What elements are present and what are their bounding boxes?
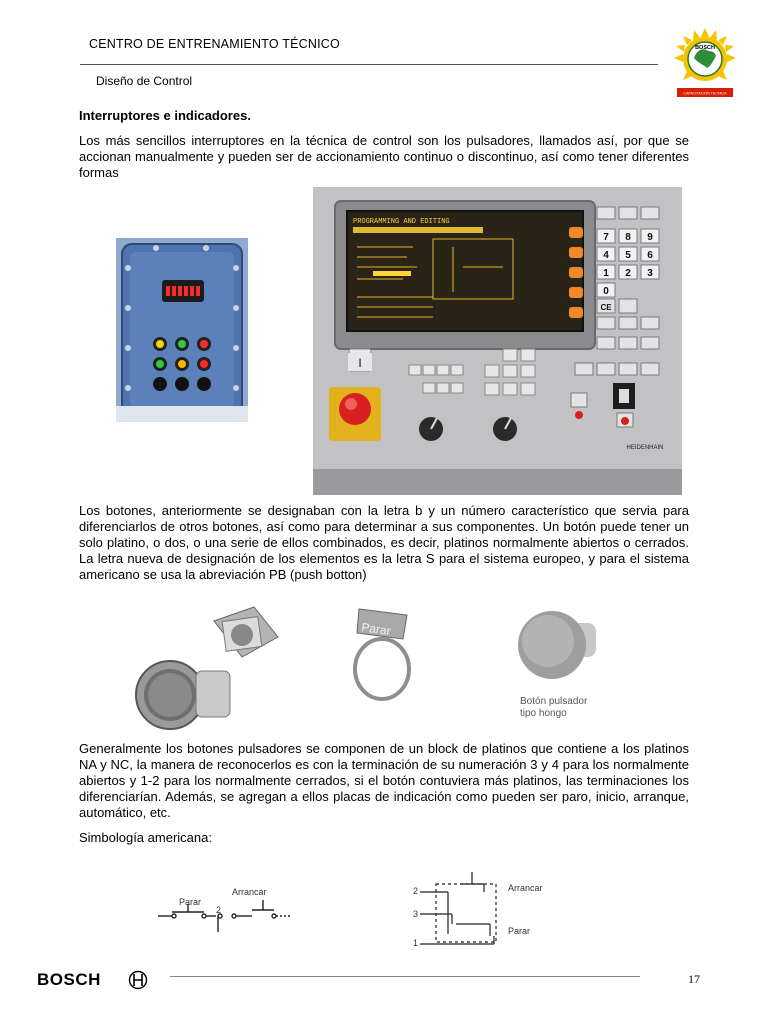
- key-7: 7: [603, 232, 609, 243]
- key-9: 9: [647, 232, 653, 243]
- footer-brand: BOSCH: [37, 970, 101, 989]
- key-4: 4: [603, 250, 609, 261]
- paragraph-designation: Los botones, anteriormente se designaban con la letra b y un número característico que servia para diferenciarlos de otros botones, así como para determinar a sus componentes. Un botón puede tener un solo platino, o dos, o una serie de ellos combinados, es decir, platinos normalmente abiertos o cerrados. La letra nueva de designación de los elementos es la letra S para el sistema europeo, y para el sistema americano se usa la abreviación PB (push botton): [79, 503, 689, 582]
- page-number: 17: [688, 972, 700, 986]
- symbol-right-terminal-2: 2: [413, 886, 419, 896]
- plate-label: Parar: [360, 620, 392, 639]
- key-2: 2: [625, 268, 631, 279]
- capacitacion-logo: [672, 28, 738, 100]
- blue-control-box-photo: [116, 238, 248, 422]
- symbol-right-terminal-3: 3: [413, 909, 419, 919]
- paragraph-composition: Generalmente los botones pulsadores se componen de un block de platinos que contiene a los platinos NA y NC, la manera de reconocerlos es con la terminación de su numeración 3 y 4 para los normalmente abiertos y 1-2 para los normalmente cerrados, si el botón contuviera más platinos, las terminaciones los diferenciarían. Además, se agregan a ellos placas de indicación como pueden ser paro, inicio, arranque, automático, etc.: [79, 741, 689, 820]
- american-symbol-wiring: [420, 864, 550, 954]
- symbol-right-start-label: Arrancar: [508, 883, 543, 893]
- header-subtitle: Diseño de Control: [96, 74, 193, 88]
- mushroom-button-photo: [512, 607, 602, 683]
- indicator-plate-photo: [351, 605, 413, 705]
- key-5: 5: [625, 250, 631, 261]
- key-6: 6: [647, 250, 653, 261]
- key-8: 8: [625, 232, 631, 243]
- symbol-left-terminal: 2: [216, 905, 222, 915]
- pushbutton-mounting-photo: [130, 597, 296, 735]
- symbol-right-terminal-1: 1: [413, 938, 419, 948]
- header-divider: [80, 64, 658, 65]
- mushroom-caption-line1: Botón pulsador: [520, 696, 588, 707]
- svg-text:I: I: [358, 356, 362, 370]
- cnc-brand-label: HEIDENHAIN: [626, 445, 664, 451]
- symbol-right-stop-label: Parar: [508, 926, 531, 936]
- american-symbol-series: [156, 880, 296, 940]
- key-3: 3: [647, 268, 653, 279]
- key-ce: CE: [600, 303, 612, 312]
- footer-divider: [170, 976, 640, 977]
- section-title: Interruptores e indicadores.: [79, 108, 251, 123]
- cnc-control-panel-photo: [313, 187, 682, 495]
- mushroom-caption-line2: tipo hongo: [520, 708, 567, 719]
- paragraph-intro: Los más sencillos interruptores en la técnica de control son los pulsadores, llamados así, por que se accionan manualmente y pueden ser de accionamiento continuo o discontinuo, así como tener diferentes formas: [79, 133, 689, 180]
- symbol-left-start-label: Arrancar: [232, 887, 267, 897]
- symbology-title: Simbología americana:: [79, 830, 212, 845]
- logo-bottom-text: CAPACITACION TECNICA: [683, 91, 727, 96]
- symbol-left-stop-label: Parar: [179, 897, 202, 907]
- header-title: CENTRO DE ENTRENAMIENTO TÉCNICO: [89, 37, 340, 51]
- key-0: 0: [603, 286, 609, 297]
- logo-top-text: BOSCH: [695, 45, 715, 51]
- bosch-armature-icon: [128, 970, 148, 990]
- key-1: 1: [603, 268, 609, 279]
- cnc-screen-heading: PROGRAMMING AND EDITING: [353, 218, 450, 226]
